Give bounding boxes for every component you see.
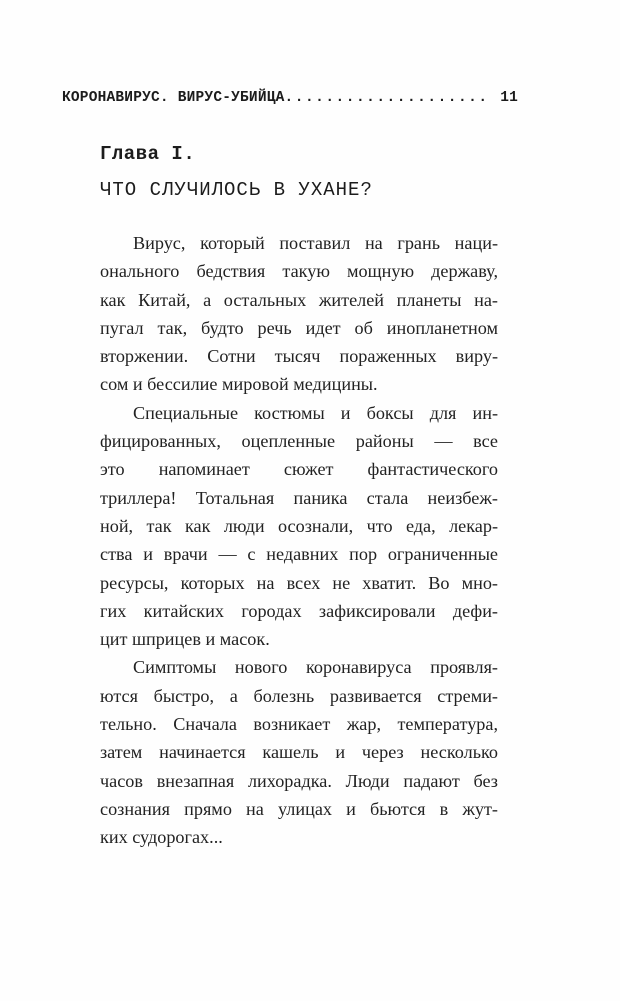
text-line: ких судорогах... (100, 827, 223, 848)
paragraph-1 (100, 229, 498, 399)
text-line: затем начинается кашель и через несколько (100, 742, 498, 763)
text-line: тельно. Сначала возникает жар, температура, (100, 714, 498, 735)
text-line: ются быстро, а болезнь развивается стреми- (100, 685, 498, 706)
text-line: триллера! Тотальная паника стала неизбеж- (100, 487, 498, 508)
text-line: ресурсы, которых на всех не хватит. Во мно- (100, 572, 498, 593)
text-line: Специальные костюмы и боксы для ин- (133, 402, 498, 423)
text-line: сом и бессилие мировой медицины. (100, 374, 378, 395)
text-line: вторжении. Сотни тысяч пораженных виру- (100, 346, 498, 367)
text-line: Вирус, который поставил на грань наци- (133, 233, 498, 253)
text-line: онального бедствия такую мощную державу, (100, 261, 498, 282)
running-head (62, 90, 518, 106)
paragraph-3 (100, 653, 498, 851)
body-text (100, 229, 498, 852)
page-number: 11 (500, 90, 518, 106)
text-line: фицированных, оцепленные районы — все (100, 431, 498, 452)
text-line: ства и врачи — с недавних пор ограниченные (100, 544, 498, 565)
text-line: Симптомы нового коронавируса проявля- (133, 657, 498, 678)
text-line: как Китай, а остальных жителей планеты на- (100, 289, 498, 310)
text-line: гих китайских городах зафиксировали дефи- (100, 600, 498, 621)
text-line: сознания прямо на улицах и бьются в жут- (100, 798, 498, 819)
text-line: часов внезапная лихорадка. Люди падают без (100, 770, 498, 791)
dot-leader (285, 90, 489, 106)
paragraph-2 (100, 399, 498, 654)
chapter-title: ЧТО СЛУЧИЛОСЬ В УХАНЕ? (100, 179, 373, 201)
chapter-label: Глава I. (100, 143, 196, 165)
text-line: ной, так как люди осознали, что еда, лекар- (100, 515, 498, 536)
text-line: цит шприцев и масок. (100, 629, 270, 650)
text-line: пугал так, будто речь идет об инопланетном (100, 317, 498, 338)
running-head-title: КОРОНАВИРУС. ВИРУС-УБИЙЦА (62, 90, 285, 106)
text-line: это напоминает сюжет фантастического (100, 459, 498, 480)
